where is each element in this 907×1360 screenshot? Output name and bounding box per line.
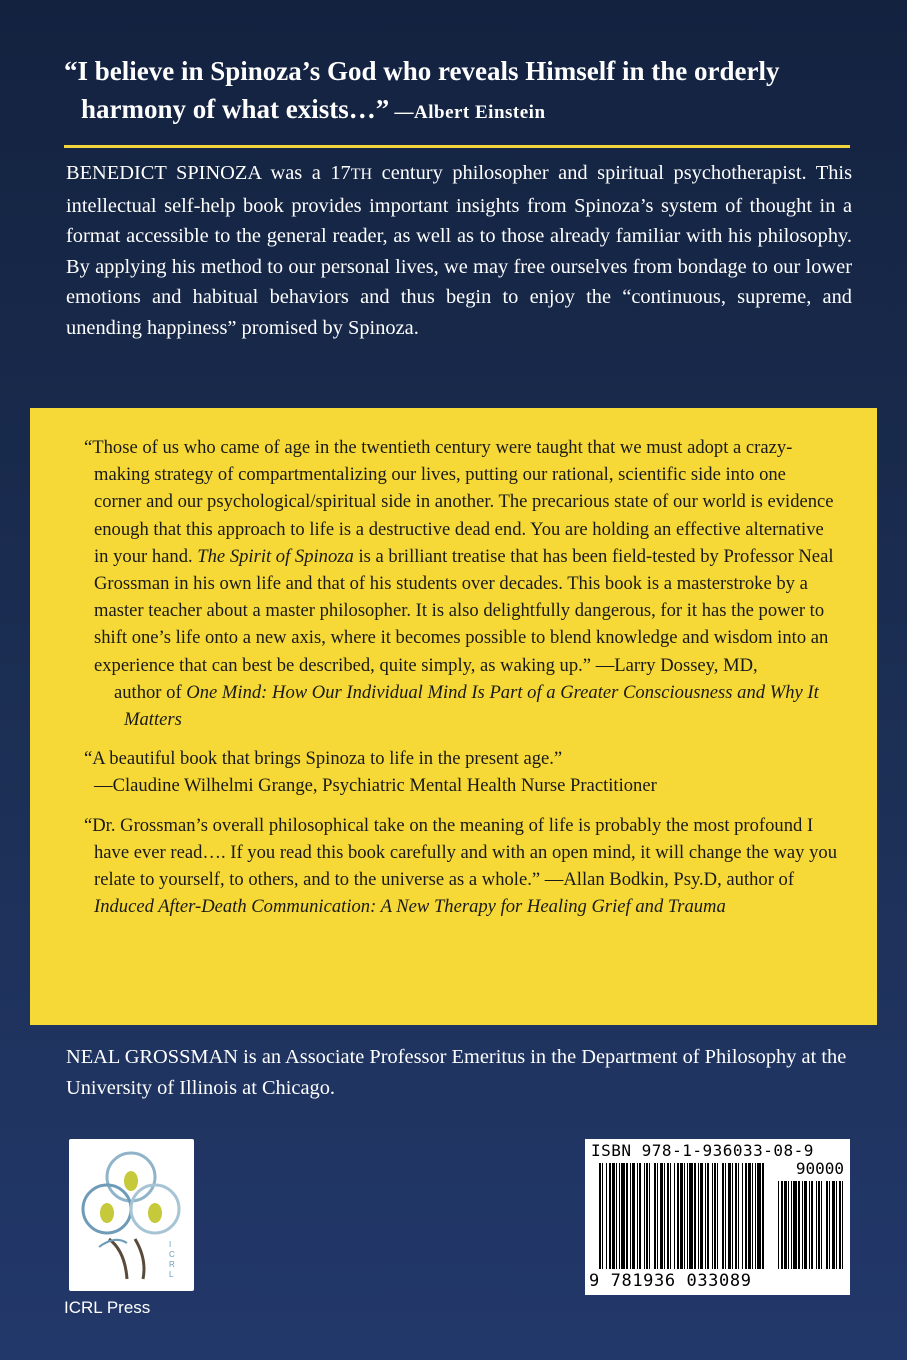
endorsement-2-attribution: —Claudine Wilhelmi Grange, Psychiatric Mental Health Nurse Practitioner	[94, 775, 657, 797]
price-code: 90000	[795, 1159, 844, 1178]
barcode-digits: 9 781936 033089	[589, 1271, 752, 1291]
endorsements-panel	[30, 408, 877, 1025]
endorsement-1-source: author of One Mind: How Our Individual Mind Is Part of a Greater Consciousness and Why It Matters	[114, 681, 819, 731]
endorsement-3: “Dr. Grossman’s overall philosophical take on the meaning of life is probably the most profound I have ever read…. If you read this book carefully and with an open mind, it will change the way you relate to yourself, to others, and to the universe as a whole.” —Allan Bodkin, Psy.D, author of Induced After-Death Communication: A New Therapy for Healing Grief and Trauma	[84, 814, 837, 918]
divider-rule	[64, 145, 850, 148]
publisher-name: ICRL Press	[64, 1298, 151, 1317]
author-bio: NEAL GROSSMAN is an Associate Professor Emeritus in the Department of Philosophy at the University of Illinois at Chicago.	[66, 1046, 847, 1099]
isbn-text: ISBN 978-1-936033-08-9	[591, 1141, 814, 1160]
logo-letter-3: R	[169, 1260, 175, 1269]
author-name: NEAL GROSSMAN	[66, 1046, 239, 1068]
endorsement-1-attribution: —Larry Dossey, MD,	[591, 654, 758, 676]
endorsement-1: “Those of us who came of age in the twentieth century were taught that we must adopt a crazy-making strategy of compartmentalizing our lives, putting our rational, scientific side into one corner and our psychological/spiritual side in another. The precarious state of our world is evidence enough that this approach to life is a destructive dead end. You are holding an effective alternative in your hand. The Spirit of Spinoza is a brilliant treatise that has been field-tested by Professor Neal Grossman in his own life and that of his students over decades. This book is a masterstroke by a master teacher about a master philosopher. It is also delightfully dangerous, for it has the power to shift one’s life onto a new axis, where it becomes possible to blend knowledge and wisdom into an experience that can best be described, quite simply, as waking up.” —Larry Dossey, MD, author of One Mind: How Our Individual Mind Is Part of a Greater Consciousness and Why It Matters	[94, 434, 837, 733]
logo-letter-4: L	[169, 1270, 174, 1279]
logo-letter-1: I	[169, 1240, 172, 1249]
endorsement-3-book: Induced After-Death Communication: A New Therapy for Healing Grief and Trauma	[94, 896, 726, 918]
tree-logo-icon	[69, 1139, 194, 1291]
publisher-logo	[69, 1139, 194, 1291]
epigraph-quote	[64, 52, 864, 132]
subject-name: BENEDICT SPINOZA	[66, 162, 261, 184]
isbn-barcode	[585, 1139, 850, 1295]
endorsement-3-attribution: —Allan Bodkin, Psy.D, author of	[540, 869, 795, 891]
logo-letter-2: C	[169, 1250, 175, 1259]
book-description: BENEDICT SPINOZA was a 17TH century philosopher and spiritual psychotherapist. This intellectual self-help book provides important insights from Spinoza’s system of thought in a format accessible to the general reader, as well as to those already familiar with his philosophy. By applying his method to our personal lives, we may free ourselves from bondage to our lower emotions and habitual behaviors and thus begin to enjoy the “continuous, supreme, and unending happiness” promised by Spinoza.	[66, 162, 853, 339]
epigraph-line-1: “I believe in Spinoza’s God who reveals Himself in the orderly	[64, 56, 780, 86]
book-title: The Spirit of Spinoza	[197, 545, 354, 567]
epigraph-line-2: harmony of what exists…” —Albert Einstein	[81, 94, 546, 124]
endorsement-2: “A beautiful book that brings Spinoza to life in the present age.” —Claudine Wilhelmi Grange, Psychiatric Mental Health Nurse Practitioner	[94, 745, 837, 799]
epigraph-attribution: —Albert Einstein	[389, 102, 546, 123]
century-suffix: TH	[350, 166, 373, 183]
